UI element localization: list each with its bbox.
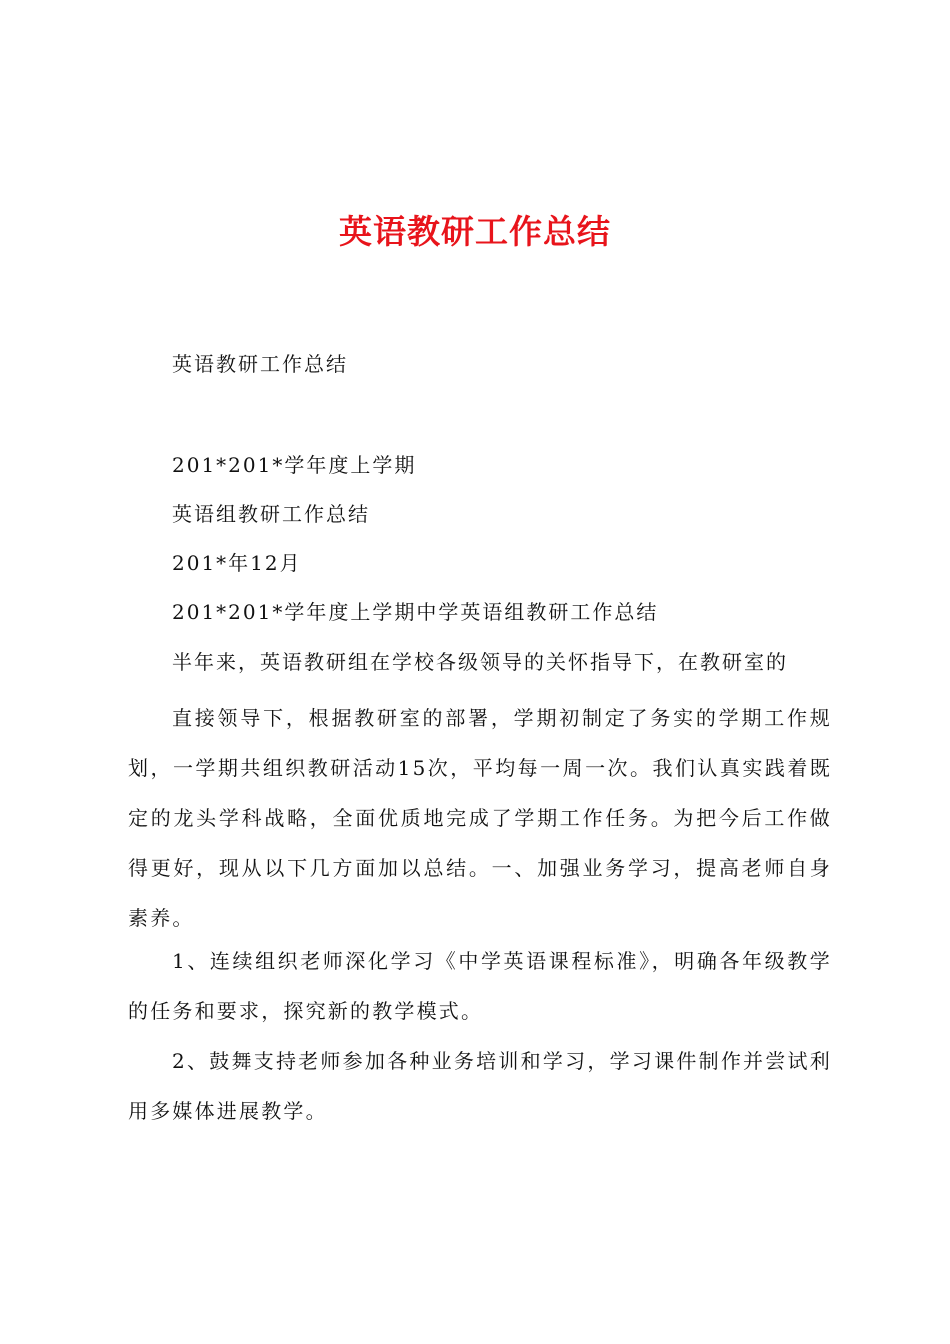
body-paragraph: 直接领导下，根据教研室的部署，学期初制定了务实的学期工作规划，一学期共组织教研活动15次，平均每一周一次。我们认真实践着既定的龙头学科战略，全面优质地完成了学期工作任务。为把今后工作做得更好，现从以下几方面加以总结。一、加强业务学习，提高老师自身素养。 <box>128 706 832 930</box>
group-summary-line: 英语组教研工作总结 <box>172 502 370 526</box>
section-heading-line: 201*201*学年度上学期中学英语组教研工作总结 <box>172 600 659 624</box>
date-line: 201*年12月 <box>172 551 302 575</box>
intro-line: 半年来，英语教研组在学校各级领导的关怀指导下，在教研室的 <box>172 650 788 674</box>
body-paragraph: 1、连续组织老师深化学习《中学英语课程标准》，明确各年级教学的任务和要求，探究新的教学模式。 <box>128 949 832 1023</box>
document-title: 英语教研工作总结 <box>339 212 611 251</box>
academic-term-line: 201*201*学年度上学期 <box>172 453 417 477</box>
subtitle-line: 英语教研工作总结 <box>172 352 348 376</box>
body-paragraph: 2、鼓舞支持老师参加各种业务培训和学习，学习课件制作并尝试利用多媒体进展教学。 <box>128 1049 832 1123</box>
